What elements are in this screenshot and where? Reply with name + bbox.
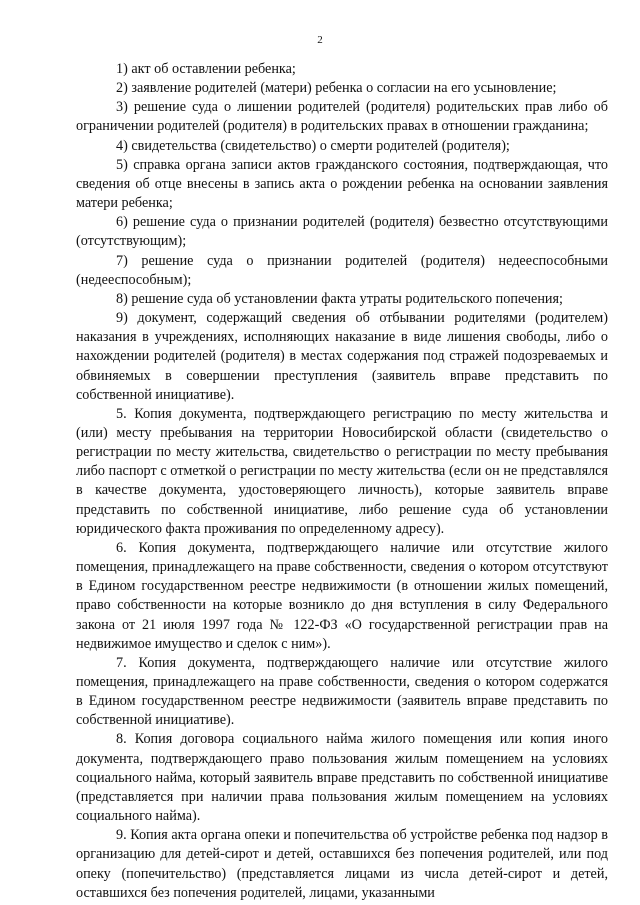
list-item-4: 4) свидетельства (свидетельство) о смерти родителей (родителя); [116, 137, 510, 154]
section-5-paragraph: 5. Копия документа, подтверждающего регистрацию по месту жительства и (или) месту пребывания на территории Новосибирской области (свидетельство о регистрации по месту жительства, свидетельство о регистрации по месту пребывания либо паспорт с отметкой о регистрации по месту жительства (если он не представлялся в качестве документа, удостоверяющего личность), которые заявитель вправе представить по собственной инициативе, либо решение суда об установлении юридического факта проживания по определенному адресу). [76, 405, 608, 537]
list-item-3: 3) решение суда о лишении родителей (родителя) родительских прав либо об ограничении родителей (родителя) в родительских правах в отношении гражданина; [76, 99, 608, 135]
list-item-7: 7) решение суда о признании родителей (родителя) недееспособными (недееспособным); [76, 252, 608, 288]
section-9-paragraph: 9. Копия акта органа опеки и попечительства об устройстве ребенка под надзор в организацию для детей-сирот и детей, оставшихся без попечения родителей, или под опеку (попечительство) (представляется лицами из числа детей-сирот и детей, оставшихся без попечения родителей, лицами, указанными [76, 827, 608, 901]
list-item-8: 8) решение суда об установлении факта утраты родительского попечения; [116, 290, 563, 307]
page-number: 2 [317, 34, 323, 46]
list-item-6: 6) решение суда о признании родителей (родителя) безвестно отсутствующими (отсутствующим); [76, 214, 608, 250]
list-item-1: 1) акт об оставлении ребенка; [116, 61, 296, 77]
section-7-paragraph: 7. Копия документа, подтверждающего наличие или отсутствие жилого помещения, принадлежащего на праве собственности, сведения о котором содержатся в Едином государственном реестре недвижимости (заявитель вправе представить по собственной инициативе). [76, 654, 608, 729]
list-item-5: 5) справка органа записи актов гражданского состояния, подтверждающая, что сведения об отце внесены в запись акта о рождении ребенка на основании заявления матери ребенка; [76, 156, 608, 212]
section-8-paragraph: 8. Копия договора социального найма жилого помещения или копия иного документа, подтверждающего право пользования жилым помещением на условиях социального найма, который заявитель вправе представить по собственной инициативе (представляется при наличии права пользования жилым помещением на условиях социального найма). [76, 731, 608, 825]
document-body [76, 60, 608, 903]
section-6-paragraph: 6. Копия документа, подтверждающего наличие или отсутствие жилого помещения, принадлежащего на праве собственности, сведения о котором отсутствуют в Едином государственном реестре недвижимости (в отношении жилых помещений, право собственности на которые возникло до дня вступления в силу Федерального закона от 21 июля 1997 года № 122-ФЗ «О государственной регистрации прав на недвижимое имущество и сделок с ним»). [76, 539, 608, 652]
list-item-9: 9) документ, содержащий сведения об отбывании родителями (родителем) наказания в учреждениях, исполняющих наказание в виде лишения свободы, либо о нахождении родителей (родителя) в местах содержания под стражей подозреваемых и обвиняемых в совершении преступления (заявитель вправе представить по собственной инициативе). [76, 310, 608, 403]
list-item-2: 2) заявление родителей (матери) ребенка о согласии на его усыновление; [116, 80, 557, 97]
